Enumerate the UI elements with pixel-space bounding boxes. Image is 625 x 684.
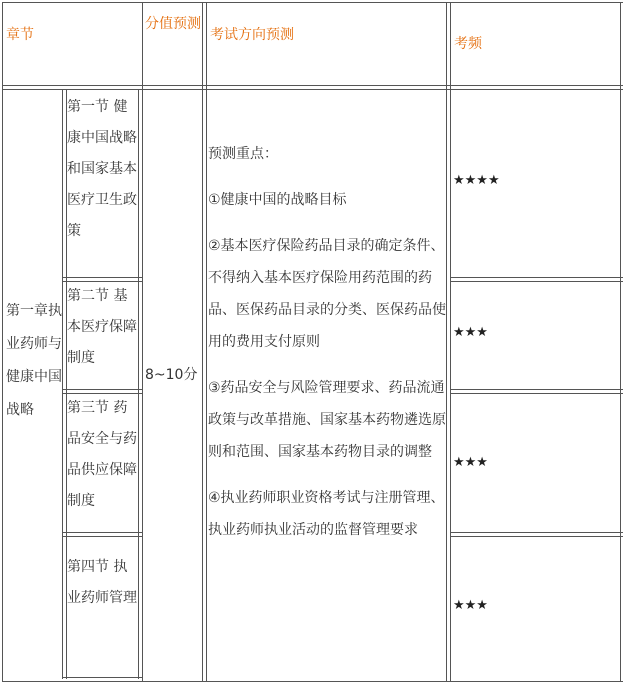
frequency-rating-1: ★★★★ [453,173,500,188]
direction-point-3: ③药品安全与风险管理要求、药品流通政策与改革措施、国家基本药物遴选原则和范围、国家基本药物目录的调整 [208,380,446,460]
frequency-rating-3: ★★★ [453,455,488,470]
direction-point-2: ②基本医疗保险药品目录的确定条件、不得纳入基本医疗保险用药范围的药品、医保药品目录的分类、医保药品使用的费用支付原则 [208,238,446,350]
section-2-title: 第二节 基本医疗保障制度 [67,288,137,366]
section-4-title: 第四节 执业药师管理 [67,559,137,606]
direction-heading: 预测重点： [208,146,278,162]
frequency-rating-4: ★★★ [453,598,488,613]
chapter-title: 第一章执业药师与健康中国战略 [6,303,62,418]
header-score: 分值预测 [145,16,201,32]
score-value: 8~10分 [145,367,198,383]
header-chapter: 章节 [6,27,34,43]
header-frequency: 考频 [454,36,482,52]
section-3-title: 第三节 药品安全与药品供应保障制度 [67,400,137,509]
direction-block [208,138,446,546]
direction-point-4: ④执业药师职业资格考试与注册管理、执业药师执业活动的监督管理要求 [208,490,445,538]
section-1-title: 第一节 健康中国战略和国家基本医疗卫生政策 [67,99,137,239]
header-direction: 考试方向预测 [210,27,294,43]
frequency-rating-2: ★★★ [453,325,488,340]
direction-point-1: ①健康中国的战略目标 [208,192,347,208]
